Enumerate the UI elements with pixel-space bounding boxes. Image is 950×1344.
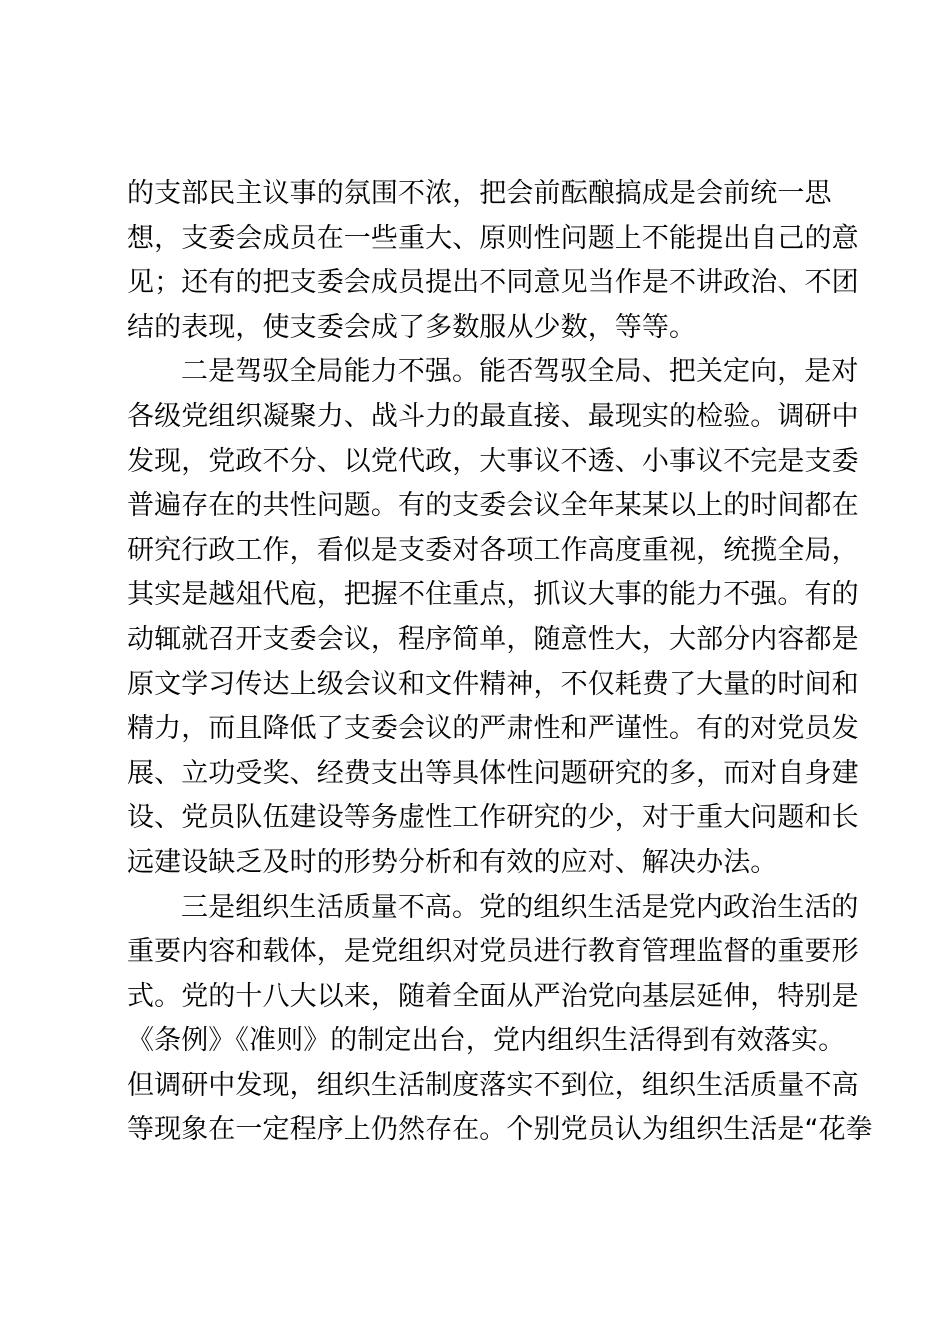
body-text [127, 172, 873, 1153]
text-line: 普遍存在的共性问题。有的支委会议全年某某以上的时间都在 [127, 490, 859, 522]
text-line: 发现，党政不分、以党代政，大事议不透、小事议不完是支委 [127, 445, 859, 477]
text-line: 原文学习传达上级会议和文件精神，不仅耗费了大量的时间和 [127, 668, 859, 700]
text-line: 精力，而且降低了支委会议的严肃性和严谨性。有的对党员发 [127, 713, 859, 745]
text-line: 动辄就召开支委会议，程序简单，随意性大，大部分内容都是 [127, 623, 859, 655]
text-line: 各级党组织凝聚力、战斗力的最直接、最现实的检验。调研中 [127, 400, 859, 432]
text-line: 研究行政工作，看似是支委对各项工作高度重视，统揽全局， [127, 534, 859, 566]
paragraph-start-line: 二是驾驭全局能力不强。能否驾驭全局、把关定向，是对 [181, 356, 859, 388]
text-line: 但调研中发现，组织生活制度落实不到位，组织生活质量不高 [127, 1069, 859, 1101]
text-line: 远建设缺乏及时的形势分析和有效的应对、解决办法。 [127, 846, 778, 878]
text-line: 其实是越俎代庖，把握不住重点，抓议大事的能力不强。有的 [127, 579, 859, 611]
text-line: 重要内容和载体，是党组织对党员进行教育管理监督的重要形 [127, 936, 859, 968]
text-line: 等现象在一定程序上仍然存在。个别党员认为组织生活是“花拳 [127, 1114, 873, 1146]
text-line: 的支部民主议事的氛围不浓，把会前酝酿搞成是会前统一思 [127, 178, 832, 209]
paragraph-start-line: 三是组织生活质量不高。党的组织生活是党内政治生活的 [181, 891, 859, 923]
text-line: 《条例》《准则》的制定出台，党内组织生活得到有效落实。 [127, 1025, 846, 1057]
text-line: 结的表现，使支委会成了多数服从少数，等等。 [127, 311, 697, 343]
text-line: 展、立功受奖、经费支出等具体性问题研究的多，而对自身建 [127, 757, 859, 789]
text-line: 想，支委会成员在一些重大、原则性问题上不能提出自己的意 [127, 222, 859, 254]
text-line: 设、党员队伍建设等务虚性工作研究的少，对于重大问题和长 [127, 802, 859, 834]
text-line: 式。党的十八大以来，随着全面从严治党向基层延伸，特别是 [127, 980, 859, 1012]
text-line: 见；还有的把支委会成员提出不同意见当作是不讲政治、不团 [127, 267, 859, 299]
